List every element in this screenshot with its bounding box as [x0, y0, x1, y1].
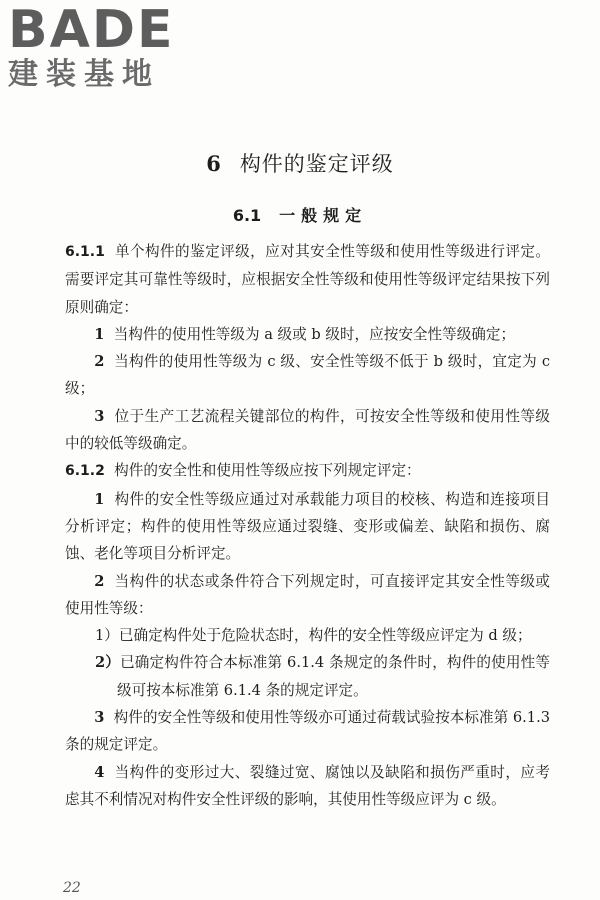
clause-number: 6.1.2	[65, 463, 105, 480]
section-title: 一般规定	[279, 206, 368, 225]
brand-logo	[8, 0, 178, 92]
logo-wordmark: BADE	[8, 0, 175, 60]
clause-text: 构件的安全性和使用性等级应按下列规定评定：	[114, 462, 421, 480]
chapter-title: 构件的鉴定评级	[239, 152, 394, 176]
list-item: 1 当构件的使用性等级为 a 级或 b 级时，应按安全性等级确定；	[94, 325, 516, 343]
clause-6-1-1	[65, 238, 550, 321]
section-heading	[0, 203, 600, 226]
clause-number: 6.1.1	[65, 244, 105, 260]
clause-6-1-2	[65, 457, 550, 485]
list-item: 4 当构件的变形过大、裂缝过宽、腐蚀以及缺陷和损伤严重时，应考虑其不利情况对构件安全性评级的影响，其使用性等级应评为 c 级。	[65, 763, 550, 808]
list-item: 2 当构件的使用性等级为 c 级、安全性等级不低于 b 级时，宜定为 c 级；	[65, 353, 550, 398]
sub-list-item: 1）已确定构件处于危险状态时，构件的安全性等级应评定为 d 级；	[95, 627, 532, 645]
document-body	[65, 238, 550, 813]
section-number: 6.1	[232, 206, 262, 225]
list-item: 2 当构件的状态或条件符合下列规定时，可直接评定其安全性等级或使用性等级：	[65, 572, 550, 617]
sub-list-item: 2）已确定构件符合本标准第 6.1.4 条规定的条件时，构件的使用性等级可按本标准第 6.1.4 条的规定评定。	[95, 654, 551, 699]
logo-tagline: 建装基地	[8, 57, 160, 92]
clause-text: 单个构件的鉴定评级，应对其安全性等级和使用性等级进行评定。需要评定其可靠性等级时，应根据安全性等级和使用性等级评定结果按下列原则确定：	[65, 243, 550, 316]
list-item: 1 构件的安全性等级应通过对承载能力项目的校核、构造和连接项目分析评定；构件的使用性等级应通过裂缝、变形或偏差、缺陷和损伤、腐蚀、老化等项目分析评定。	[65, 490, 550, 563]
list-item: 3 构件的安全性等级和使用性等级亦可通过荷载试验按本标准第 6.1.3 条的规定评定。	[65, 709, 551, 754]
chapter-heading	[0, 148, 600, 178]
chapter-number: 6	[206, 151, 222, 176]
list-item: 3 位于生产工艺流程关键部位的构件，可按安全性等级和使用性等级中的较低等级确定。	[65, 407, 550, 453]
page-number: 22	[63, 880, 81, 896]
